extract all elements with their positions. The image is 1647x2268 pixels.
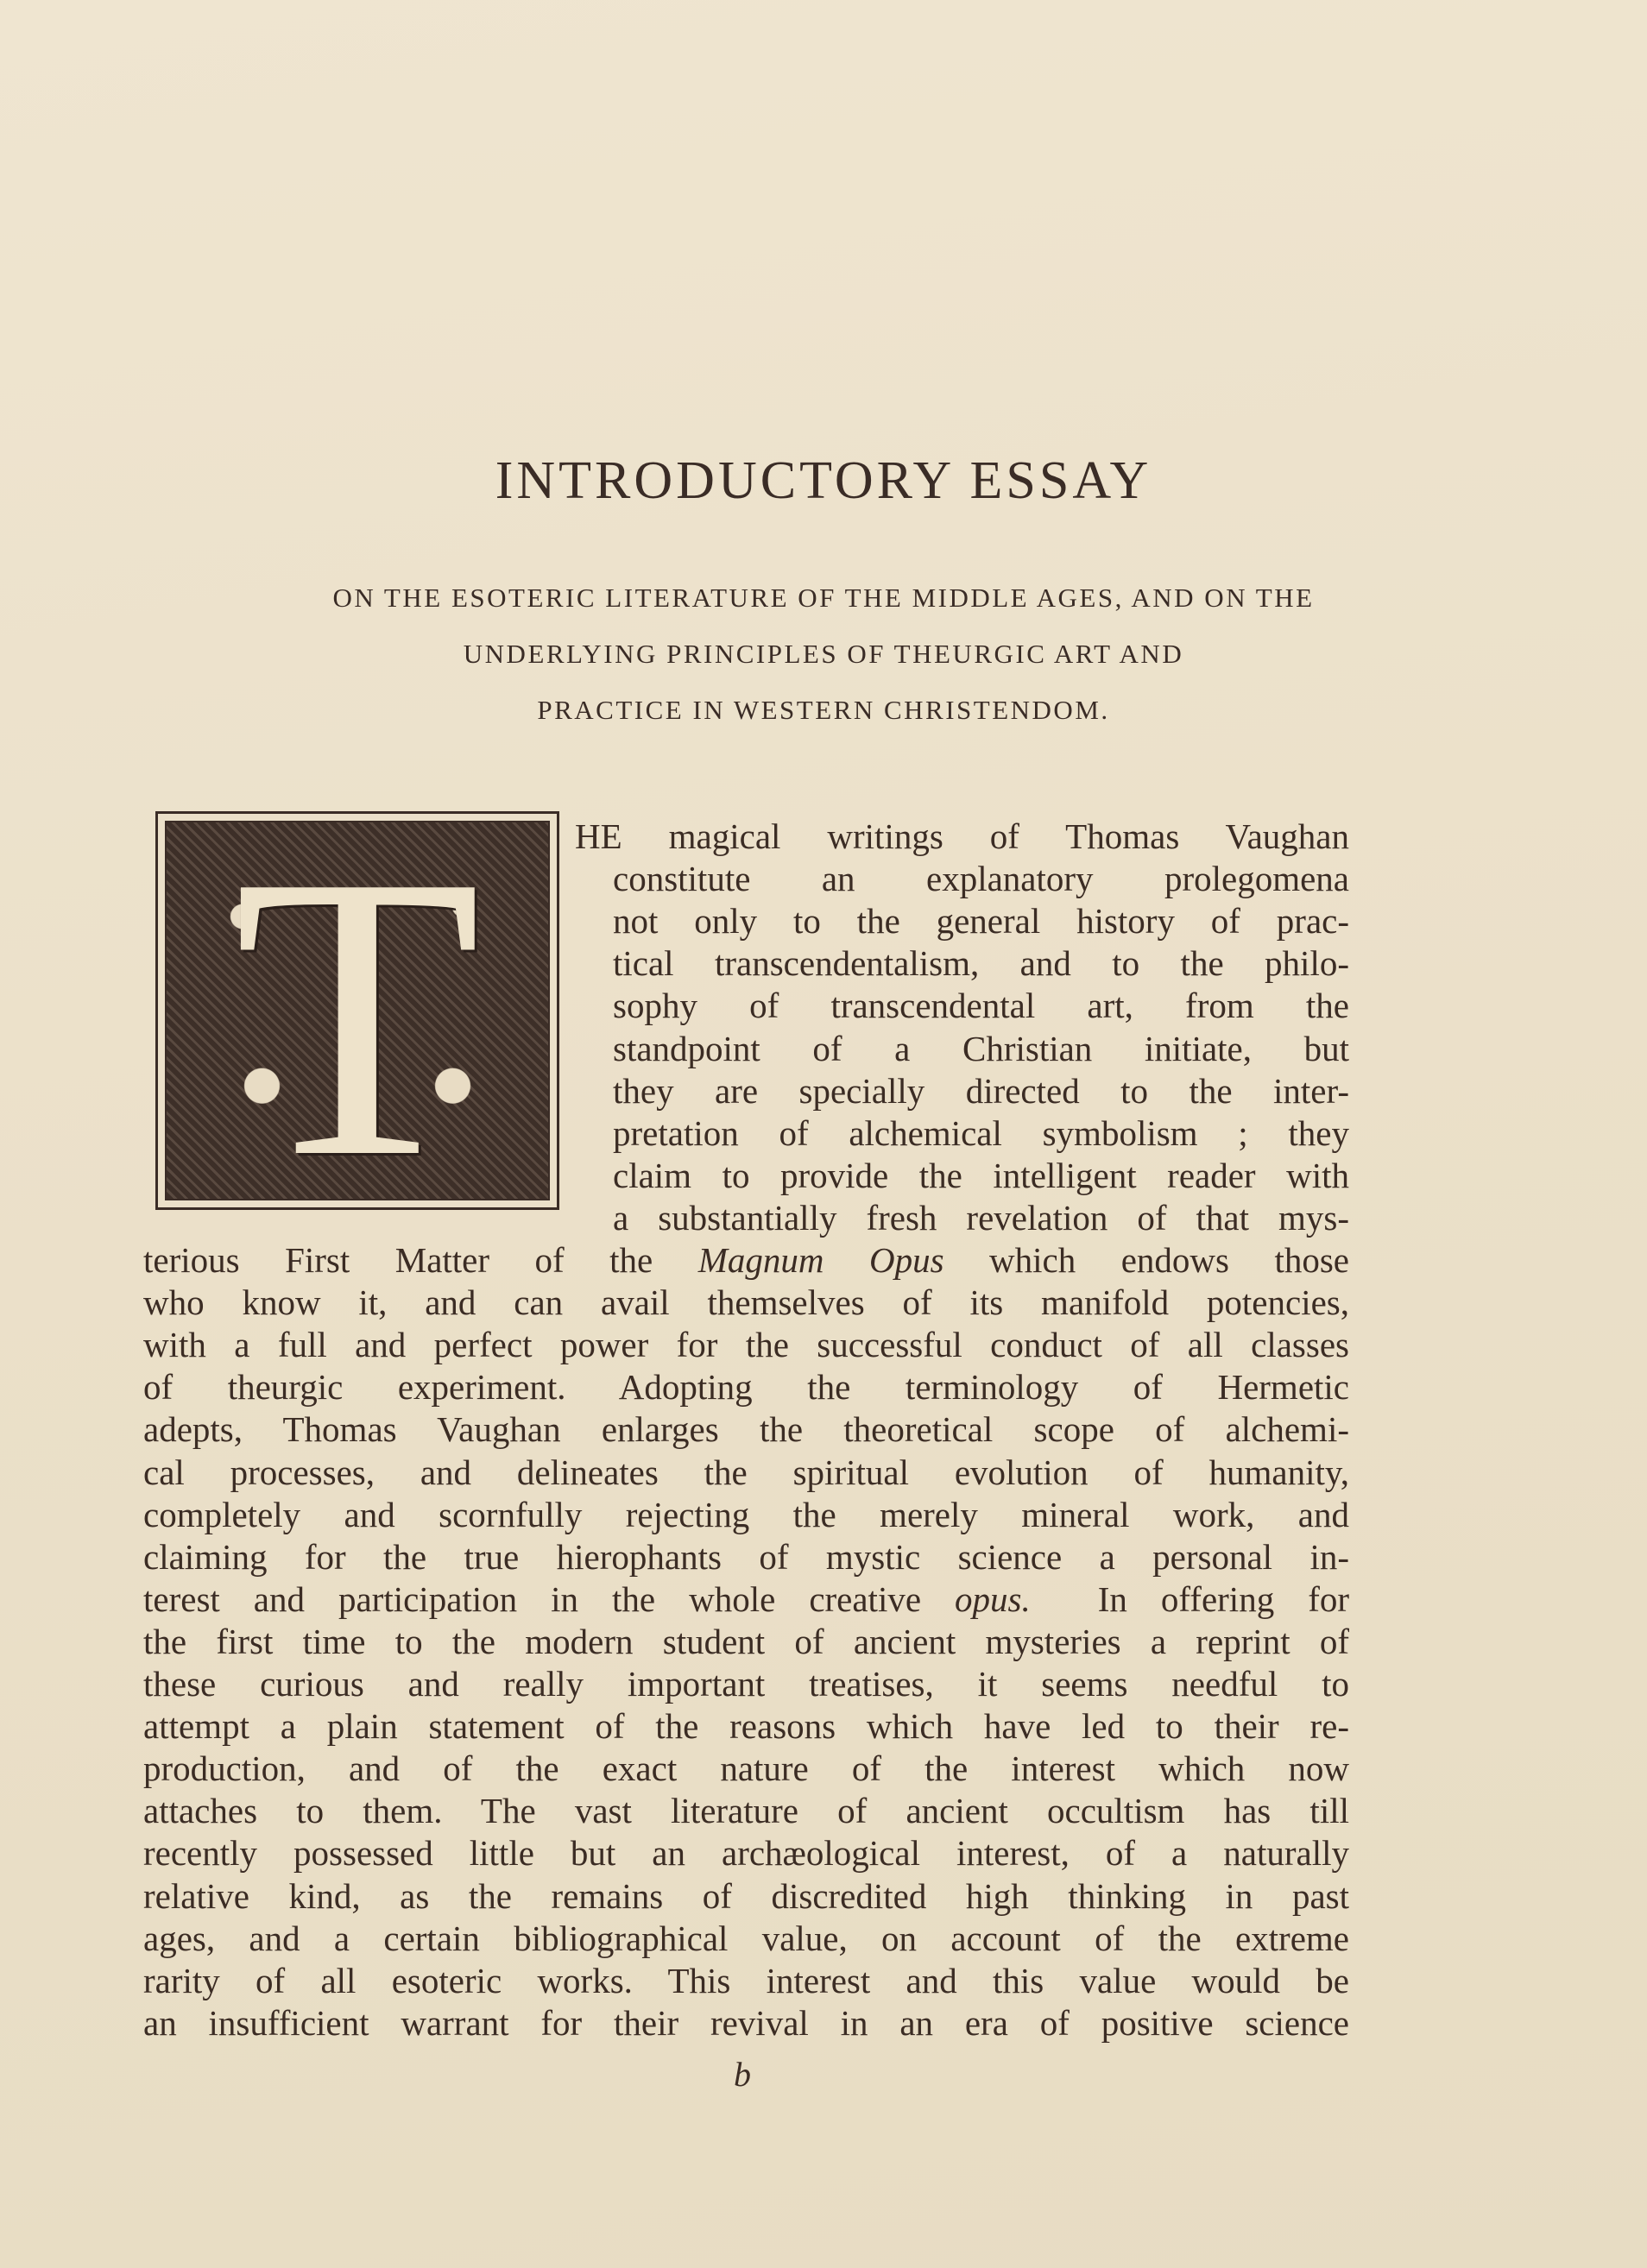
text-line [143, 1790, 1349, 1832]
drop-cap-letter: T [233, 821, 482, 1200]
text-line-content: terious First Matter of the [143, 1240, 653, 1280]
text-line-content: of theurgic experiment. Adopting the terminology of Hermetic [143, 1367, 1349, 1408]
text-line [143, 1705, 1349, 1748]
text-line [613, 985, 1349, 1027]
text-line-content: they are specially directed to the inter- [613, 1070, 1349, 1111]
text-line-content: rarity of all esoteric works. This interest and this value would be [143, 1960, 1349, 2000]
text-line-content: with a full and perfect power for the successful conduct of all classes [143, 1325, 1349, 1365]
text-line-content: adepts, Thomas Vaughan enlarges the theoretical scope of alchemi- [143, 1409, 1349, 1450]
text-line [613, 858, 1349, 900]
text-line [143, 1536, 1349, 1578]
text-line-content: completely and scornfully rejecting the merely mineral work, and [143, 1494, 1349, 1534]
text-line [613, 942, 1349, 985]
text-line-content: tical transcendentalism, and to the philo- [613, 943, 1349, 984]
text-line [143, 1663, 1349, 1705]
text-line [143, 1960, 1349, 2002]
page-number: b [734, 2055, 751, 2094]
text-line-content: relative kind, as the remains of discredited high thinking in past [143, 1875, 1349, 1916]
text-line-content: claiming for the true hierophants of mystic science a personal in- [143, 1536, 1349, 1577]
text-line-content: ages, and a certain bibliographical value, on account of the extreme [143, 1918, 1349, 1958]
text-line-content: not only to the general history of prac- [613, 901, 1349, 942]
text-line-content: cal processes, and delineates the spiritual evolution of humanity, [143, 1452, 1349, 1492]
text-line [143, 1875, 1349, 1918]
text-line [613, 1112, 1349, 1155]
text-line-content: an insufficient warrant for their revival in an era of positive science [143, 2002, 1349, 2043]
text-line-content: who know it, and can avail themselves of its manifold potencies, [143, 1282, 1349, 1323]
text-line [143, 1239, 1349, 1282]
text-line-content: claim to provide the intelligent reader with [613, 1155, 1349, 1195]
text-line [143, 1621, 1349, 1663]
text-line-content: pretation of alchemical symbolism ; they [613, 1112, 1349, 1153]
text-line [575, 816, 1349, 858]
text-line [143, 2002, 1349, 2044]
ornamental-drop-cap [155, 811, 559, 1210]
text-line-content: these curious and really important treatises, it seems needful to [143, 1664, 1349, 1704]
italic-term: opus. [955, 1578, 1031, 1619]
text-line-content: standpoint of a Christian initiate, but [613, 1028, 1349, 1068]
text-line-content: attempt a plain statement of the reasons which have led to their re- [143, 1706, 1349, 1747]
text-line-content: HE magical writings of Thomas Vaughan [575, 816, 1349, 856]
text-line [143, 1282, 1349, 1324]
text-line [143, 1452, 1349, 1494]
subtitle-line: ON THE ESOTERIC LITERATURE OF THE MIDDLE AGES, AND ON THE [332, 583, 1315, 613]
page-title: INTRODUCTORY ESSAY [495, 451, 1152, 510]
text-line [613, 1070, 1349, 1112]
text-line-content: a substantially fresh revelation of that mys- [613, 1197, 1349, 1238]
text-line [143, 1324, 1349, 1366]
text-line [143, 1578, 1349, 1621]
text-line [143, 1366, 1349, 1408]
text-line-content: In offering for [1097, 1578, 1349, 1619]
subtitle-line: UNDERLYING PRINCIPLES OF THEURGIC ART AND [463, 639, 1184, 669]
text-line-content: sophy of transcendental art, from the [613, 986, 1349, 1026]
text-line [613, 1155, 1349, 1197]
text-line [613, 900, 1349, 942]
text-line [143, 1918, 1349, 1960]
text-line-content: recently possessed little but an archæological interest, of a naturally [143, 1833, 1349, 1874]
text-line-content: production, and of the exact nature of the interest which now [143, 1748, 1349, 1789]
text-line [143, 1832, 1349, 1874]
text-line-content: terest and participation in the whole creative [143, 1578, 922, 1619]
text-line [143, 1408, 1349, 1451]
text-line-content: constitute an explanatory prolegomena [613, 859, 1349, 899]
text-line-content: which endows those [989, 1240, 1349, 1280]
text-line [613, 1197, 1349, 1239]
subtitle-line: PRACTICE IN WESTERN CHRISTENDOM. [537, 695, 1110, 725]
text-line [613, 1028, 1349, 1070]
text-line [143, 1494, 1349, 1536]
italic-term: Magnum Opus [697, 1240, 944, 1280]
text-line-content: the first time to the modern student of ancient mysteries a reprint of [143, 1621, 1349, 1661]
text-line-content: attaches to them. The vast literature of ancient occultism has till [143, 1791, 1349, 1831]
text-line [143, 1748, 1349, 1790]
drop-cap-ornament [165, 821, 550, 1200]
